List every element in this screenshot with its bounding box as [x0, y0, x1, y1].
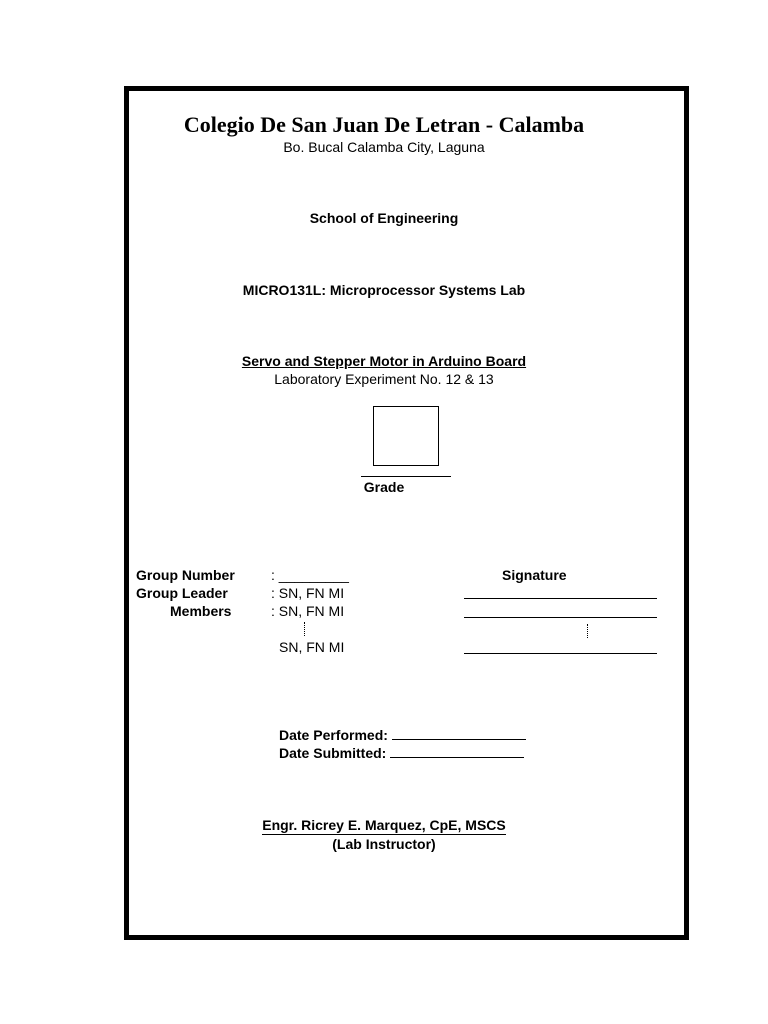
instructor	[0, 817, 768, 833]
experiment-title	[0, 353, 768, 369]
signature-label: Signature	[502, 567, 567, 583]
college-address: Bo. Bucal Calamba City, Laguna	[283, 139, 485, 155]
grade-line	[361, 476, 451, 477]
instructor-role: (Lab Instructor)	[332, 836, 436, 852]
members-last-value: SN, FN MI	[279, 639, 345, 655]
grade-box	[373, 406, 439, 466]
experiment-title-text: Servo and Stepper Motor in Arduino Board	[241, 353, 527, 369]
course-title: MICRO131L: Microprocessor Systems Lab	[242, 282, 526, 298]
signature-line-member-1	[464, 617, 657, 618]
group-number-label: Group Number	[136, 567, 235, 583]
college-name: Colegio De San Juan De Letran - Calamba	[183, 112, 585, 137]
group-leader-label: Group Leader	[136, 585, 228, 601]
group-leader-value: : SN, FN MI	[271, 585, 345, 601]
date-submitted-label: Date Submitted:	[279, 745, 387, 761]
instructor-name: Engr. Ricrey E. Marquez, CpE, MSCS	[262, 817, 506, 833]
date-submitted-line	[390, 745, 524, 758]
experiment-number: Laboratory Experiment No. 12 & 13	[274, 371, 494, 387]
grade-label: Grade	[363, 479, 405, 495]
date-performed	[279, 727, 526, 743]
members-label: Members	[170, 603, 232, 619]
signature-line-member-last	[464, 653, 657, 654]
members-continuation-mark	[304, 622, 305, 636]
group-number-value: : _________	[271, 567, 349, 583]
members-value: : SN, FN MI	[271, 603, 345, 619]
signature-continuation-mark	[587, 624, 588, 638]
date-performed-label: Date Performed:	[279, 727, 388, 743]
date-performed-line	[392, 727, 526, 740]
school-name: School of Engineering	[309, 210, 459, 226]
signature-line-leader	[464, 598, 657, 599]
date-submitted	[279, 745, 524, 761]
